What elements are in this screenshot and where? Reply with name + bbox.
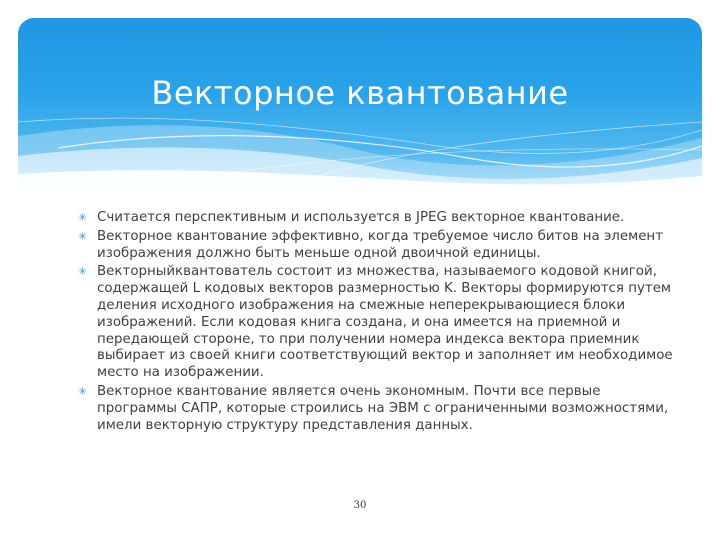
- slide-title: Векторное квантование: [151, 74, 569, 112]
- bullet-list: [78, 210, 678, 436]
- page-number: 30: [353, 500, 367, 511]
- bullet-text: Векторное квантование эффективно, когда требуемое число битов на элемент изображения должно быть меньше одной двоичной единицы.: [97, 228, 663, 261]
- list-item: [78, 210, 678, 227]
- bullet-text: Векторныйквантователь состоит из множества, называемого кодовой книгой, содержащей L кодовых векторов размерностью K. Векторы формируются путем деления исходного изображения на смежные неперекрывающиеся блоки изображений. Если кодовая книга создана, и она имеется на приемной и передающей стороне, то при получении номера индекса вектора приемник выбирает из своей книги соответствующий вектор и заполняет им необходимое место на изображении.: [97, 264, 673, 381]
- list-item: [78, 384, 678, 434]
- list-item: [78, 264, 678, 382]
- bullet-text: Векторное квантование является очень экономным. Почти все первые программы САПР, которые строились на ЭВМ с ограниченными возможностями, имели векторную структуру представления данных.: [97, 383, 669, 433]
- asterisk-bullet-icon: ✳: [78, 229, 88, 243]
- list-item: [78, 229, 678, 263]
- asterisk-bullet-icon: ✳: [78, 211, 88, 224]
- asterisk-bullet-icon: ✳: [78, 265, 88, 279]
- asterisk-bullet-icon: ✳: [78, 384, 88, 398]
- title-banner: [18, 18, 702, 188]
- bullet-text: Считается перспективным и используется в JPEG векторное квантование.: [97, 210, 625, 225]
